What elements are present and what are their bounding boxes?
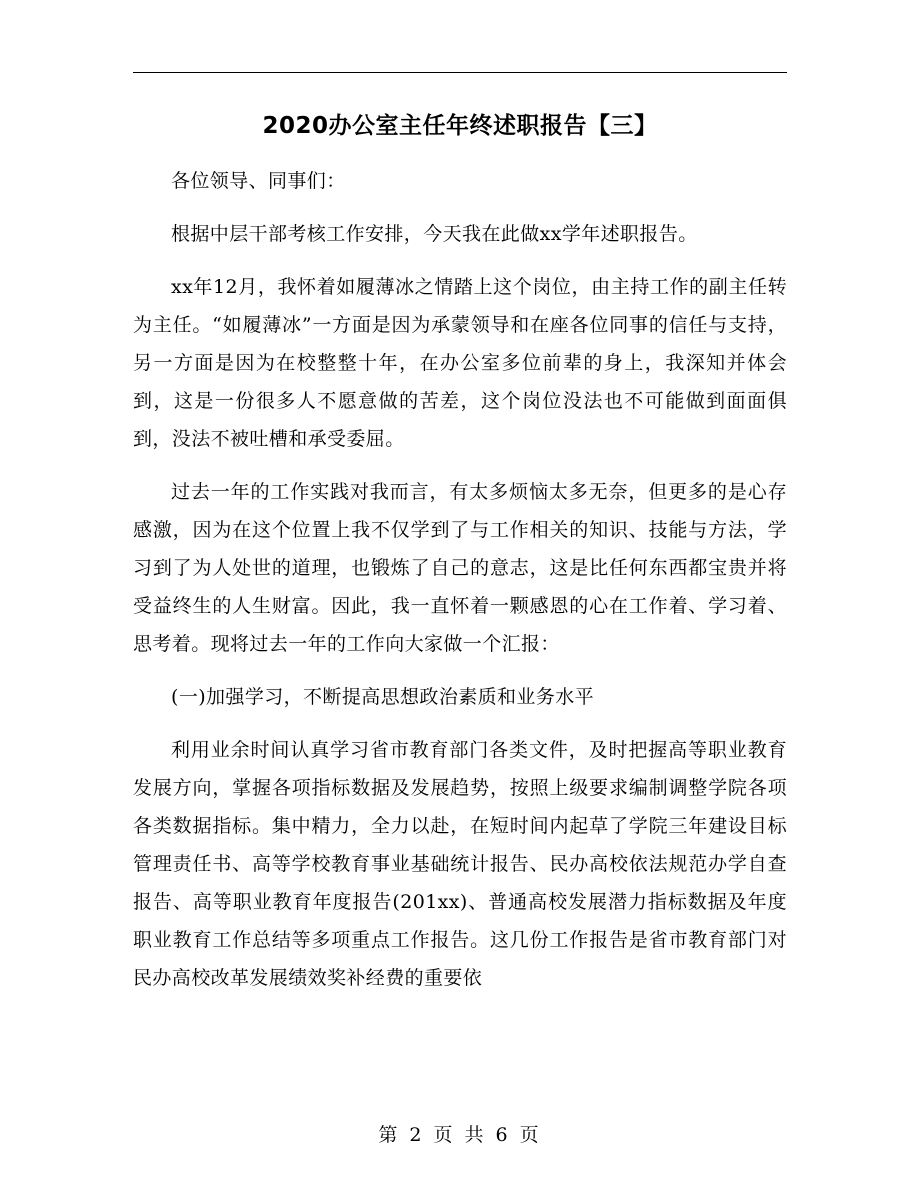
document-title: 2020办公室主任年终述职报告【三】	[262, 113, 658, 139]
page-number: 第 2 页 共 6 页	[378, 1124, 542, 1146]
body-paragraph: xx年12月，我怀着如履薄冰之情踏上这个岗位，由主持工作的副主任转为主任。“如履薄冰”一方面是因为承蒙领导和在座各位同事的信任与支持，另一方面是因为在校整整十年，在办公室多位前辈的身上，我深知并体会到，这是一份很多人不愿意做的苦差，这个岗位没法也不可能做到面面俱到，没法不被吐槽和承受委屈。	[133, 276, 787, 450]
section-heading: (一)加强学习，不断提高思想政治素质和业务水平	[171, 686, 595, 708]
body-paragraph: 过去一年的工作实践对我而言，有太多烦恼太多无奈，但更多的是心存感激，因为在这个位置上我不仅学到了与工作相关的知识、技能与方法，学习到了为人处世的道理，也锻炼了自己的意志，这是比任何东西都宝贵并将受益终生的人生财富。因此，我一直怀着一颗感恩的心在工作着、学习着、思考着。现将过去一年的工作向大家做一个汇报：	[133, 481, 787, 655]
body-paragraph: 利用业余时间认真学习省市教育部门各类文件，及时把握高等职业教育发展方向，掌握各项指标数据及发展趋势，按照上级要求编制调整学院各项各类数据指标。集中精力，全力以赴，在短时间内起草了学院三年建设目标管理责任书、高等学校教育事业基础统计报告、民办高校依法规范办学自查报告、高等职业教育年度报告(201xx)、普通高校发展潜力指标数据及年度职业教育工作总结等多项重点工作报告。这几份工作报告是省市教育部门对民办高校改革发展绩效奖补经费的重要依	[133, 739, 787, 989]
header-rule	[133, 72, 787, 73]
intro-paragraph: 根据中层干部考核工作安排，今天我在此做xx学年述职报告。	[171, 223, 698, 245]
salutation-paragraph: 各位领导、同事们：	[171, 170, 346, 192]
document-body	[133, 162, 787, 997]
